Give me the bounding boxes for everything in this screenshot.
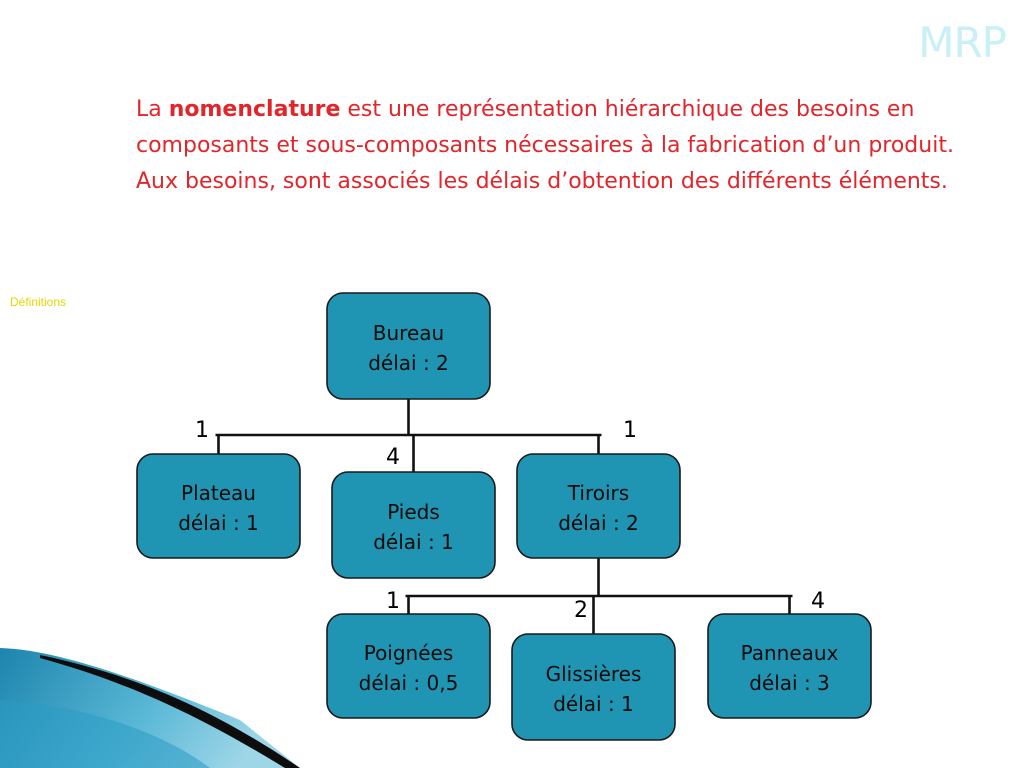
node-name: Panneaux xyxy=(740,641,839,665)
node-delay: délai : 2 xyxy=(368,351,449,375)
node-delay: délai : 1 xyxy=(373,530,454,554)
node-bureau xyxy=(327,293,490,399)
node-panneaux xyxy=(708,614,871,718)
node-name: Pieds xyxy=(387,500,440,524)
node-name: Plateau xyxy=(181,481,256,505)
node-delay: délai : 1 xyxy=(178,511,259,535)
node-box xyxy=(517,454,680,558)
node-name: Glissières xyxy=(545,662,642,686)
node-name: Poignées xyxy=(363,641,454,665)
node-tiroirs xyxy=(517,454,680,558)
node-box xyxy=(327,614,490,718)
node-poignees xyxy=(327,614,490,718)
quantity-label-poignees: 1 xyxy=(386,589,400,614)
node-box xyxy=(137,454,300,558)
node-delay: délai : 0,5 xyxy=(358,671,459,695)
quantity-label-panneaux: 4 xyxy=(811,589,825,614)
node-box xyxy=(327,293,490,399)
node-delay: délai : 1 xyxy=(553,692,634,716)
intro-part2: est une représentation hiérarchique des besoins en composants et sous-composants nécessaires à la fabrication d’un produit. xyxy=(136,97,954,158)
node-plateau xyxy=(137,454,300,558)
node-delay: délai : 2 xyxy=(558,511,639,535)
intro-part1: La xyxy=(136,97,169,122)
intro-paragraph-2: Aux besoins, sont associés les délais d’obtention des différents éléments. xyxy=(136,169,948,194)
quantity-label-glissieres: 2 xyxy=(574,598,588,623)
quantity-label-plateau: 1 xyxy=(195,418,209,443)
quantity-label-tiroirs: 1 xyxy=(623,418,637,443)
intro-keyword: nomenclature xyxy=(168,97,341,122)
node-pieds xyxy=(332,472,495,578)
brand-label: MRP xyxy=(918,18,1006,67)
node-box xyxy=(332,472,495,578)
node-glissieres xyxy=(512,634,675,740)
node-box xyxy=(512,634,675,740)
node-delay: délai : 3 xyxy=(749,671,830,695)
quantity-label-pieds: 4 xyxy=(386,445,400,470)
node-box xyxy=(708,614,871,718)
section-link-definitions[interactable]: Définitions xyxy=(10,295,67,309)
node-name: Tiroirs xyxy=(567,481,630,505)
node-name: Bureau xyxy=(372,321,445,345)
